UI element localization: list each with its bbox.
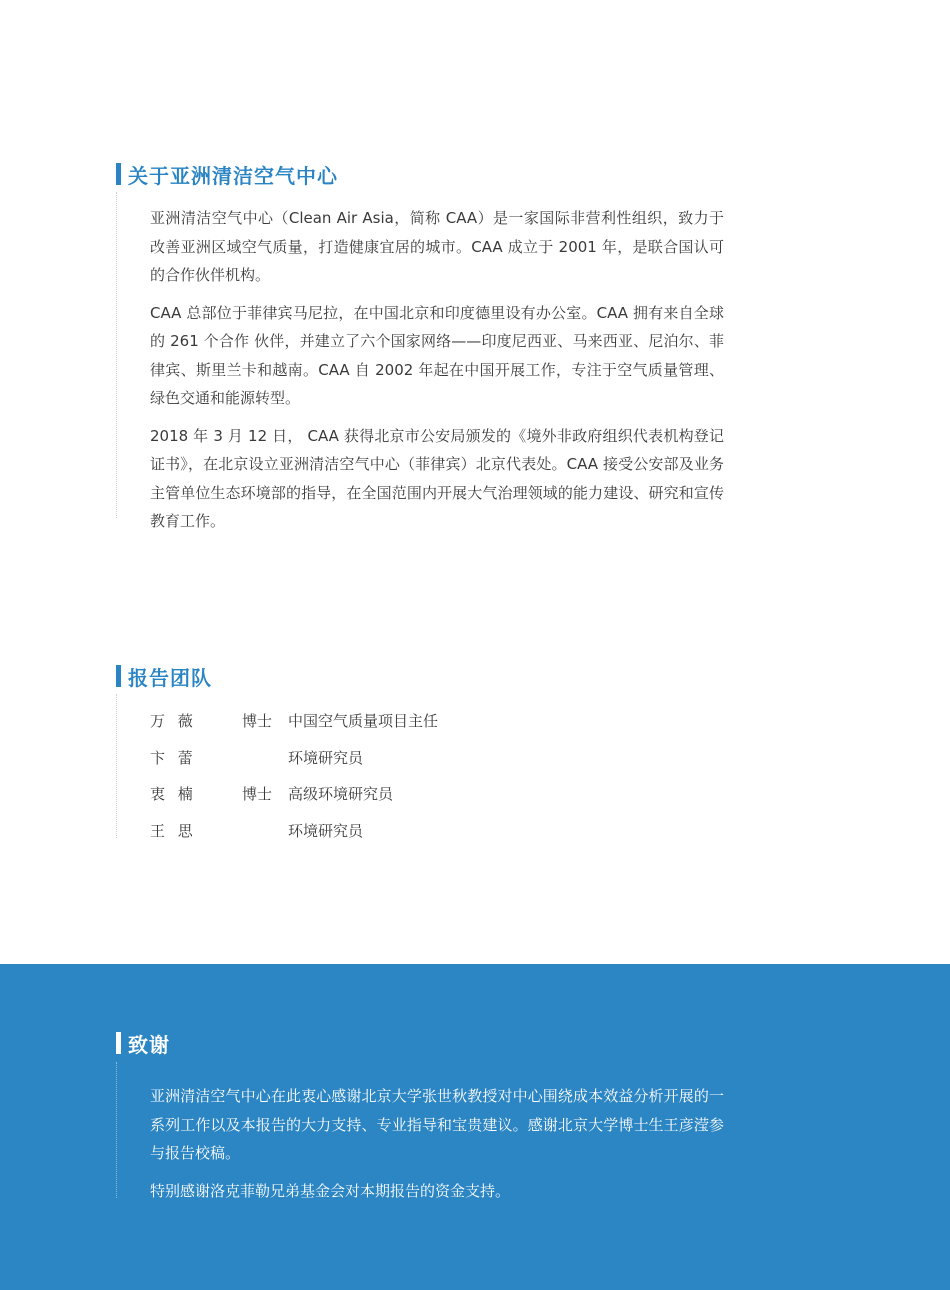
heading-accent-bar: [116, 163, 121, 185]
team-title: 报告团队: [128, 665, 212, 690]
about-heading: [116, 161, 338, 187]
member-name: 王 思: [150, 821, 197, 840]
team-guide-line: [116, 694, 117, 838]
acknowledgement-title: 致谢: [128, 1032, 170, 1057]
heading-accent-bar: [116, 665, 121, 687]
member-role: 中国空气质量项目主任: [288, 712, 439, 730]
acknowledgement-section: [0, 964, 950, 1290]
about-guide-line: [116, 192, 117, 518]
member-name: 万 薇: [150, 712, 197, 730]
about-body: [150, 204, 724, 545]
heading-accent-bar: [116, 1032, 121, 1054]
member-degree: 博士: [242, 785, 273, 804]
member-role: 高级环境研究员: [288, 785, 394, 804]
about-title: 关于亚洲清洁空气中心: [128, 163, 338, 188]
member-name: 衷 楠: [150, 785, 197, 804]
team-heading: [116, 663, 212, 689]
member-role: 环境研究员: [288, 821, 364, 840]
member-degree: 博士: [242, 712, 273, 730]
member-role: 环境研究员: [288, 748, 364, 767]
about-paragraph-2: CAA 总部位于菲律宾马尼拉，在中国北京和印度德里设有办公室。CAA 拥有来自全球的 261 个合作 伙伴，并建立了六个国家网络——印度尼西亚、马来西亚、尼泊尔、菲律宾、斯里兰卡和越南。CAA 自 2002 年起在中国开展工作，专注于空气质量管理、绿色交通和能源转型。: [150, 303, 724, 407]
about-paragraph-3: 2018 年 3 月 12 日， CAA 获得北京市公安局颁发的《境外非政府组织代表机构登记证书》，在北京设立亚洲清洁空气中心（菲律宾）北京代表处。CAA 接受公安部及业务主管单位生态环境部的指导，在全国范围内开展大气治理领域的能力建设、研究和宣传教育工作。: [150, 426, 724, 530]
acknowledgement-body: [150, 1082, 724, 1214]
acknowledgement-paragraph-2: 特别感谢洛克菲勒兄弟基金会对本期报告的资金支持。: [150, 1181, 511, 1200]
acknowledgement-heading: [116, 1030, 170, 1056]
acknowledgement-paragraph-1: 亚洲清洁空气中心在此衷心感谢北京大学张世秋教授对中心围绕成本效益分析开展的一系列工作以及本报告的大力支持、专业指导和宝贵建议。感谢北京大学博士生王彦滢参与报告校稿。: [150, 1087, 724, 1162]
acknowledgement-guide-line: [116, 1062, 117, 1198]
about-paragraph-1: 亚洲清洁空气中心（Clean Air Asia，简称 CAA）是一家国际非营利性组织，致力于改善亚洲区域空气质量，打造健康宜居的城市。CAA 成立于 2001 年，是联合国认可的合作伙伴机构。: [150, 209, 724, 284]
member-name: 卞 蕾: [150, 748, 197, 767]
